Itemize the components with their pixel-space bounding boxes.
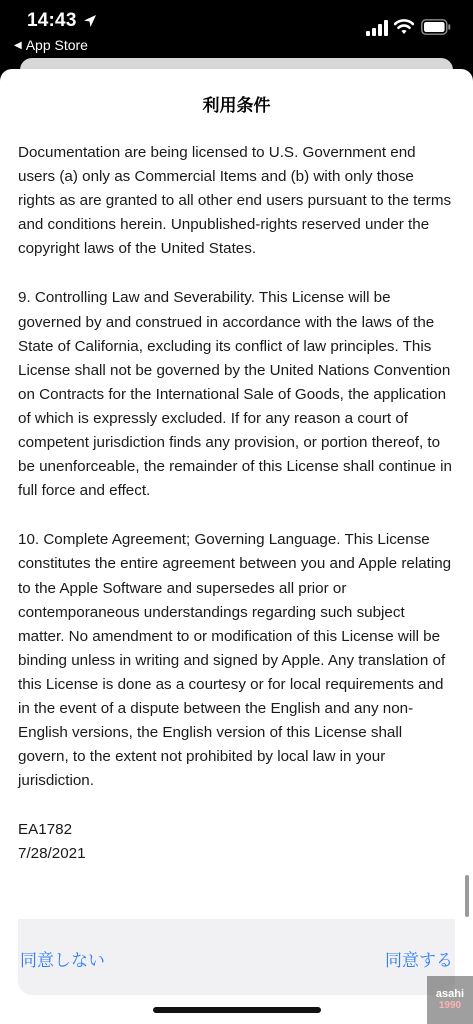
sheet-title: 利用条件 [202,96,271,116]
status-time: 14:43 [27,10,77,31]
watermark-line1: asahi [435,988,465,1000]
location-arrow-icon [82,13,98,29]
license-paragraph: 10. Complete Agreement; Governing Language. This License constitutes the entire agreement between you and Apple relating to the Apple Software and supersedes all prior or contemporaneous understandings regarding such subject matter. No amendment to or modification of this License will be binding unless in writing and signed by Apple. Any translation of this License is done as a courtesy or for local requirements and in the event of a dispute between the English and any non-English versions, the English version of this License shall govern, to the extent not prohibited by local law in your jurisdiction. [18,531,452,790]
terms-sheet [0,69,473,1024]
bottom-toolbar [18,919,455,995]
back-app-label: App Store [25,37,88,53]
back-to-app-store[interactable] [14,37,88,53]
license-paragraph: 9. Controlling Law and Severability. This License will be governed by and construed in accordance with the laws of the State of California, excluding its conflict of law principles. This License shall not be governed by the United Nations Convention on Contracts for the International Sale of Goods, the application of which is expressly excluded. If for any reason a court of competent jurisdiction finds any provision, or portion thereof, to be unenforceable, the remainder of this License shall continue in full force and effect. [18,289,452,500]
document-id: EA1782 [18,821,73,839]
license-paragraph: Documentation are being licensed to U.S. Government end users (a) only as Commercial Items and (b) with only those rights as are granted to all other end users pursuant to the terms and conditions herein. Unpublished-rights reserved under the copyright laws of the United States. [18,144,452,258]
license-text[interactable] [18,141,455,867]
document-date: 7/28/2021 [18,845,86,863]
battery-icon [421,19,451,35]
watermark-line2: 1990 [438,1000,462,1011]
wifi-icon [394,18,414,36]
agree-button[interactable]: 同意する [385,946,453,971]
status-bar [0,0,473,58]
watermark [427,976,473,1024]
disagree-button[interactable]: 同意しない [20,946,105,971]
back-triangle-icon: ◀ [14,39,22,51]
cellular-signal-icon [366,20,388,36]
scrollbar[interactable] [465,875,469,917]
home-indicator[interactable] [153,1007,321,1013]
